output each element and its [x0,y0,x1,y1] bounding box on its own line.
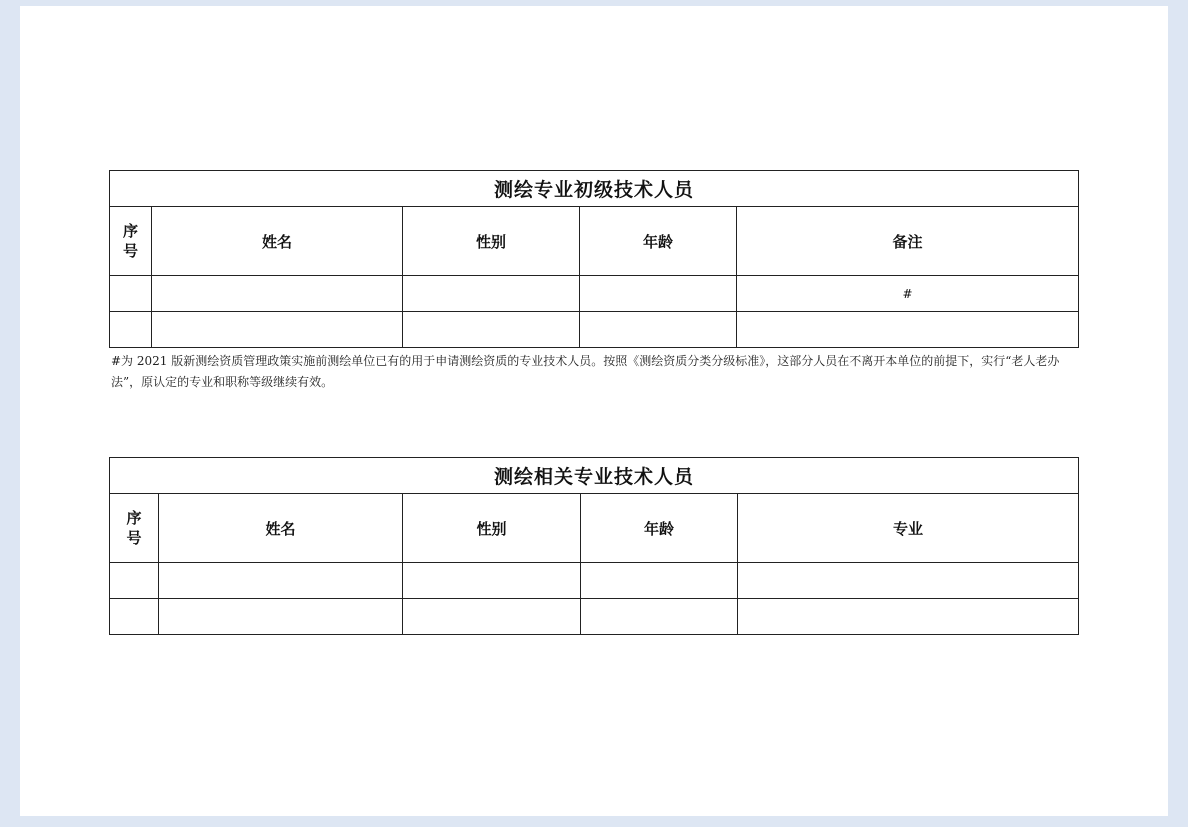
table-row [110,599,1079,635]
header-age: 年龄 [581,494,738,563]
table-row [110,563,1079,599]
related-technical-staff-table [109,457,1079,635]
cell-gender[interactable] [403,599,581,635]
header-gender: 性别 [403,494,581,563]
header-seq [110,494,159,563]
cell-seq[interactable] [110,276,152,312]
document-page [20,6,1168,816]
cell-age[interactable] [581,599,738,635]
cell-name[interactable] [159,563,403,599]
header-major: 专业 [738,494,1079,563]
cell-seq[interactable] [110,563,159,599]
cell-seq[interactable] [110,599,159,635]
table-title: 测绘相关专业技术人员 [110,458,1079,494]
header-name: 姓名 [152,207,403,276]
header-seq [110,207,152,276]
header-gender: 性别 [403,207,580,276]
cell-major[interactable] [738,563,1079,599]
junior-technical-staff-table [109,170,1079,348]
cell-name[interactable] [152,312,403,348]
cell-major[interactable] [738,599,1079,635]
cell-age[interactable] [580,312,737,348]
cell-name[interactable] [159,599,403,635]
cell-age[interactable] [581,563,738,599]
header-seq-bottom: 号 [122,242,138,260]
header-age: 年龄 [580,207,737,276]
cell-gender[interactable] [403,276,580,312]
table-row [110,312,1079,348]
cell-remark[interactable]: # [737,276,1079,312]
header-name: 姓名 [159,494,403,563]
cell-remark[interactable] [737,312,1079,348]
header-row [110,207,1079,276]
header-row [110,494,1079,563]
cell-name[interactable] [152,276,403,312]
header-seq-top: 序 [126,509,142,527]
header-seq-bottom: 号 [126,529,142,547]
table-row [110,276,1079,312]
cell-seq[interactable] [110,312,152,348]
cell-gender[interactable] [403,563,581,599]
cell-gender[interactable] [403,312,580,348]
table-title: 测绘专业初级技术人员 [110,171,1079,207]
header-remark: 备注 [737,207,1079,276]
cell-age[interactable] [580,276,737,312]
footnote: #为 2021 版新测绘资质管理政策实施前测绘单位已有的用于申请测绘资质的专业技术人员。按照《测绘资质分类分级标准》，这部分人员在不离开本单位的前提下，实行“老人老办法”，原认定的专业和职称等级继续有效。 [111,354,1060,389]
header-seq-top: 序 [122,222,138,240]
